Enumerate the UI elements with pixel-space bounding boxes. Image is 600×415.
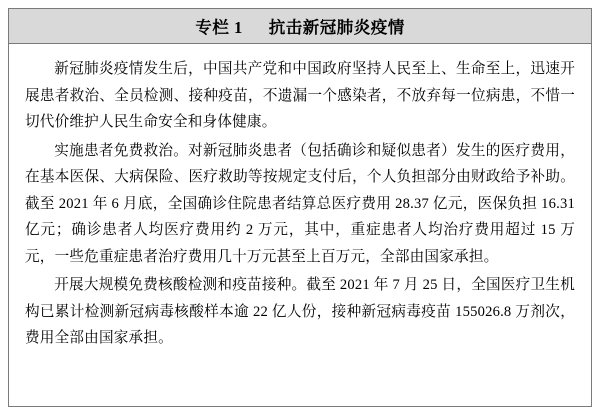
paragraph: 新冠肺炎疫情发生后，中国共产党和中国政府坚持人民至上、生命至上，迅速开展患者救治、全员检测、接种疫苗，不遗漏一个感染者，不放弃每一位病患，不惜一切代价维护人民生命安全和身体健康。 (25, 61, 575, 130)
paragraph: 开展大规模免费核酸检测和疫苗接种。截至 2021 年 7 月 25 日，全国医疗卫生机构已累计检测新冠病毒核酸样本逾 22 亿人份，接种新冠病毒疫苗 155026.8 万剂次，费用全部由国家承担。 (25, 277, 575, 346)
paragraph: 实施患者免费救治。对新冠肺炎患者（包括确诊和疑似患者）发生的医疗费用，在基本医保、大病保险、医疗救助等按规定支付后，个人负担部分由财政给予补助。截至 2021 年 6 月底，全国确诊住院患者结算总医疗费用 28.37 亿元，医保负担 16.31 亿元；确诊患者人均医疗费用约 2 万元，其中，重症患者人均治疗费用超过 15 万元，一些危重症患者治疗费用几十万元甚至上百万元，全部由国家承担。 (25, 142, 575, 265)
box-title-bar (9, 9, 591, 44)
box-number-label: 专栏 1 (195, 18, 243, 37)
box-title-text: 抗击新冠肺炎疫情 (268, 18, 405, 37)
feature-box (8, 8, 592, 407)
box-body (9, 44, 591, 352)
